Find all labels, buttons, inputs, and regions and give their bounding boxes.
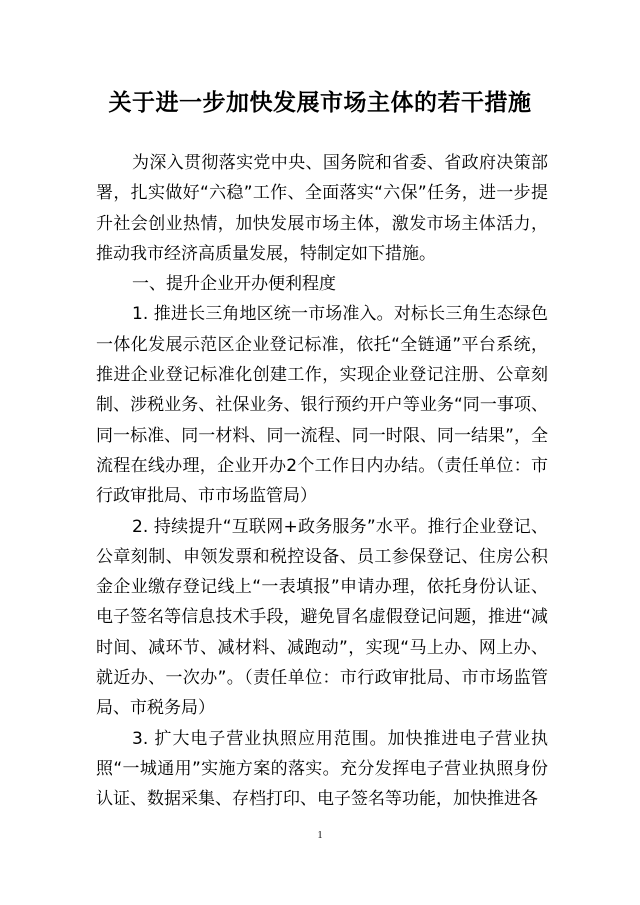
- measure-paragraph-1: 1. 推进长三角地区统一市场准入。对标长三角生态绿色一体化发展示范区企业登记标准，依托“全链通”平台系统，推进企业登记标准化创建工作，实现企业登记注册、公章刻制、涉税业务、社保业务、银行预约开户等业务“同一事项、同一标准、同一材料、同一流程、同一时限、同一结果”，全流程在线办理，企业开办2个工作日内办结。（责任单位：市行政审批局、市市场监管局）: [96, 304, 548, 507]
- document-title: 关于进一步加快发展市场主体的若干措施: [108, 90, 532, 116]
- section-heading: 一、提升企业开办便利程度: [132, 274, 336, 295]
- measure-paragraph-2: 2. 持续提升“互联网+政务服务”水平。推行企业登记、公章刻制、申领发票和税控设备、员工参保登记、住房公积金企业缴存登记线上“一表填报”申请办理，依托身份认证、电子签名等信息技术手段，避免冒名虚假登记问题，推进“减时间、减环节、减材料、减跑动”，实现“马上办、网上办、就近办、一次办”。（责任单位：市行政审批局、市市场监管局、市税务局）: [96, 516, 548, 719]
- measure-paragraph-3: 3. 扩大电子营业执照应用范围。加快推进电子营业执照“一城通用”实施方案的落实。充分发挥电子营业执照身份认证、数据采集、存档打印、电子签名等功能，加快推进各: [96, 728, 548, 810]
- intro-paragraph: 为深入贯彻落实党中央、国务院和省委、省政府决策部署，扎实做好“六稳”工作、全面落实“六保”任务，进一步提升社会创业热情，加快发展市场主体，激发市场主体活力，推动我市经济高质量发展，特制定如下措施。: [96, 153, 548, 264]
- document-body: [96, 148, 548, 815]
- page-number: 1: [317, 830, 323, 841]
